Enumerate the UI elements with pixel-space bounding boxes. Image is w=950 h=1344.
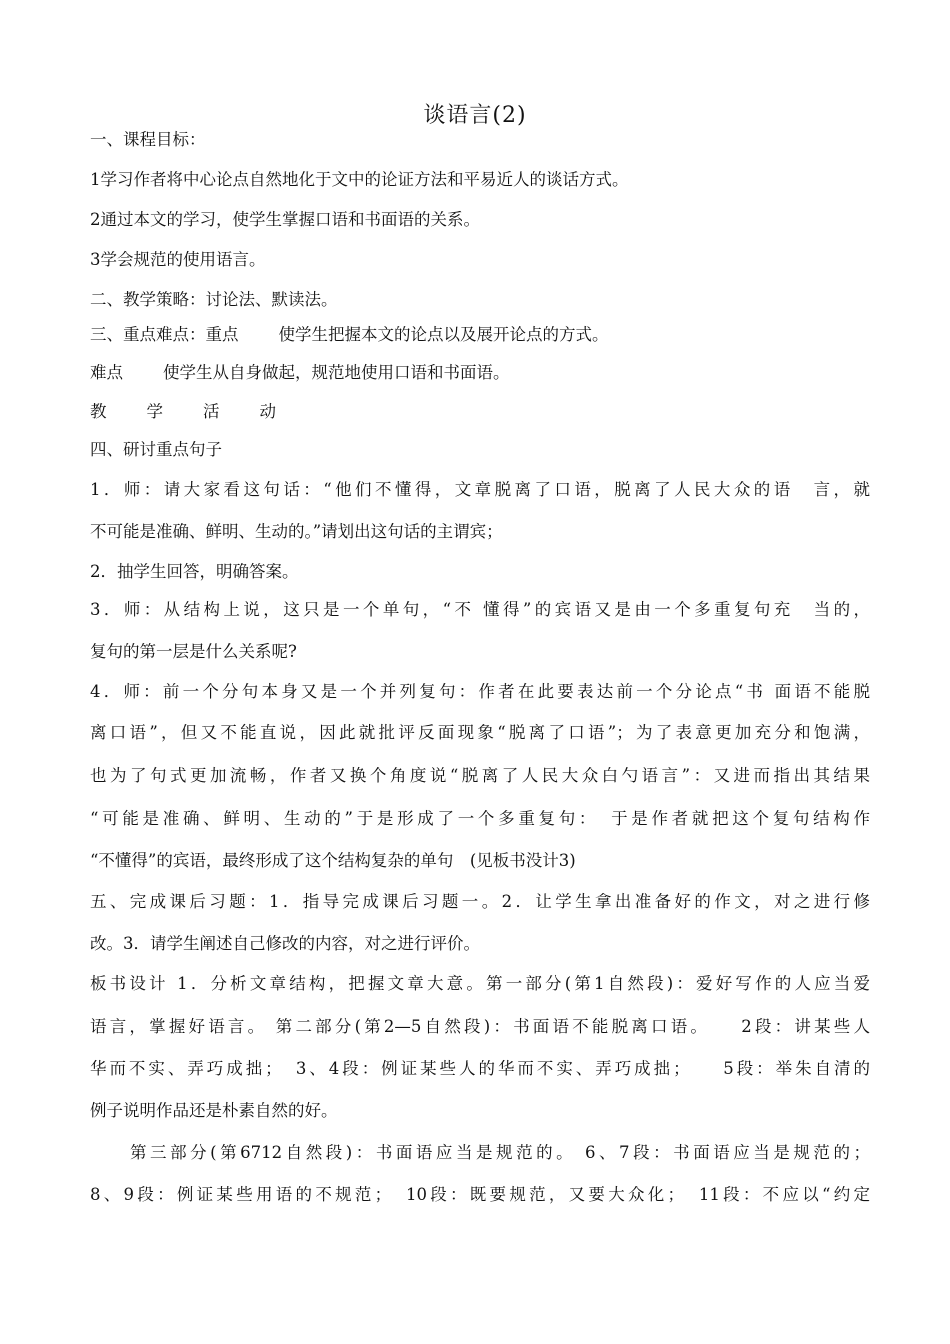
paragraph-line: 也为了句式更加流畅，作者又换个角度说“脱离了人民大众白勺语言”：又进而指出其结果: [90, 766, 870, 785]
activity-char-4: 动: [259, 402, 276, 421]
goal-item-3: 3学会规范的使用语言。: [90, 250, 266, 269]
paragraph-line: 例子说明作品还是朴素自然的好。: [90, 1101, 338, 1120]
difficulty-label: 难点: [90, 363, 123, 382]
activity-char-2: 学: [146, 402, 163, 421]
paragraph-line: 改。3．请学生阐述自己修改的内容，对之进行评价。: [90, 934, 480, 953]
key-point-label: 三、重点难点：重点: [90, 325, 239, 344]
paragraph-line: 语言，掌握好语言。 第二部分(第2—5自然段)：书面语不能脱离口语。 2段：讲某些人: [90, 1017, 870, 1036]
paragraph-line: “不懂得”的宾语，最终形成了这个结构复杂的单句 (见板书没计3): [90, 851, 576, 870]
paragraph-line: 不可能是准确、鲜明、生动的。”请划出这句话的主谓宾；: [90, 522, 503, 541]
paragraph-line: 第三部分(第6712自然段)：书面语应当是规范的。 6、7段：书面语应当是规范的；: [130, 1143, 870, 1162]
activity-heading: [90, 401, 870, 423]
paragraph-line: 3．师：从结构上说，这只是一个单句，“不 懂得”的宾语又是由一个多重复句充 当的，: [90, 600, 870, 619]
key-point-line: [90, 324, 870, 346]
paragraph-line: 离口语”，但又不能直说，因此就批评反面现象“脱离了口语”；为了表意更加充分和饱满，: [90, 723, 870, 742]
paragraph-line: 2．抽学生回答，明确答案。: [90, 562, 299, 581]
paragraph-line: 板书设计 1．分析文章结构，把握文章大意。第一部分(第1自然段)：爱好写作的人应当爱: [90, 974, 870, 993]
difficulty-text: 使学生从自身做起，规范地使用口语和书面语。: [163, 363, 510, 382]
goal-item-1: 1学习作者将中心论点自然地化于文中的论证方法和平易近人的谈话方式。: [90, 170, 629, 189]
paragraph-line: 8、9段：例证某些用语的不规范； 10段：既要规范，又要大众化； 11段：不应以“约定: [90, 1185, 870, 1204]
section-heading-strategy: 二、教学策略：讨论法、默读法。: [90, 290, 338, 309]
section-heading-goals: 一、课程目标：: [90, 130, 206, 149]
activity-char-3: 活: [203, 402, 220, 421]
paragraph-line: 1．师：请大家看这句话：“他们不懂得，文章脱离了口语，脱离了人民大众的语 言，就: [90, 480, 870, 499]
difficulty-line: [90, 362, 870, 384]
paragraph-line: “可能是准确、鲜明、生动的”于是形成了一个多重复句： 于是作者就把这个复句结构作: [90, 809, 870, 828]
activity-char-1: 教: [90, 402, 107, 421]
paragraph-line: 五、完成课后习题：1．指导完成课后习题一。2．让学生拿出准备好的作文，对之进行修: [90, 892, 870, 911]
paragraph-line: 4．师：前一个分句本身又是一个并列复句：作者在此要表达前一个分论点“书 面语不能脱: [90, 682, 870, 701]
document-title: 谈语言(2): [423, 103, 527, 128]
paragraph-line: 华而不实、弄巧成拙； 3、4段：例证某些人的华而不实、弄巧成拙； 5段：举朱自清的: [90, 1059, 870, 1078]
key-point-text: 使学生把握本文的论点以及展开论点的方式。: [278, 325, 609, 344]
goal-item-2: 2通过本文的学习，使学生掌握口语和书面语的关系。: [90, 210, 480, 229]
section-heading-sentences: 四、研讨重点句子: [90, 440, 222, 459]
paragraph-line: 复句的第一层是什么关系呢?: [90, 642, 297, 661]
